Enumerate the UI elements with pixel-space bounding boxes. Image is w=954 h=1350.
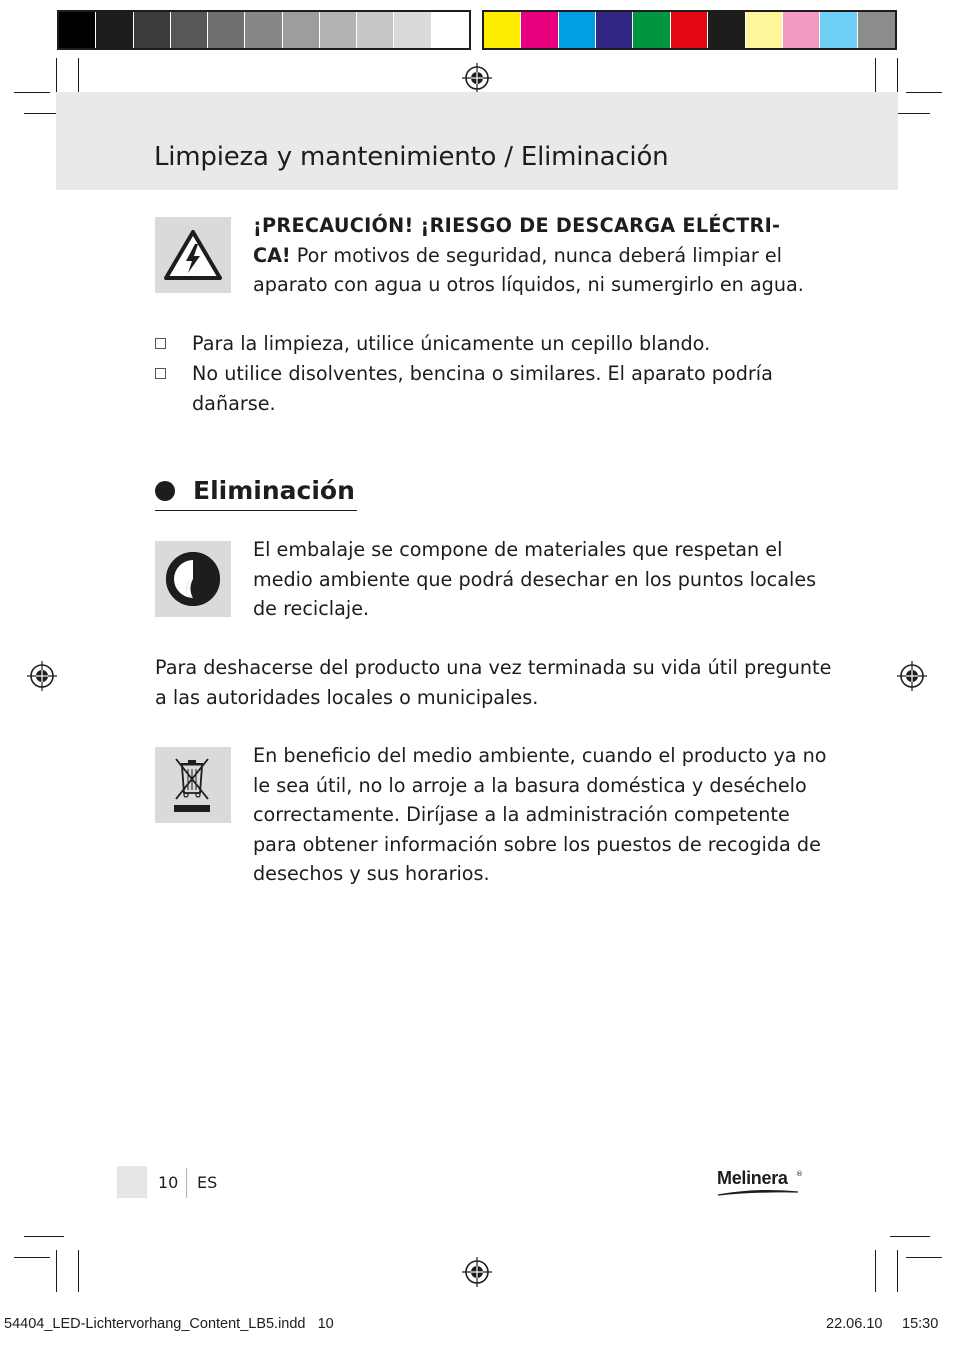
crop-mark xyxy=(906,1257,942,1258)
checkbox-bullet-icon xyxy=(155,338,166,349)
list-item xyxy=(155,329,795,359)
slug-filename: 54404_LED-Lichtervorhang_Content_LB5.indd 10 xyxy=(4,1316,334,1332)
text-line: desechos y sus horarios. xyxy=(253,862,490,885)
color-swatch xyxy=(820,12,857,48)
registration-mark-icon xyxy=(26,660,58,692)
checkbox-bullet-icon xyxy=(155,368,166,379)
crop-mark xyxy=(56,1250,57,1292)
text-line: a las autoridades locales o municipales. xyxy=(155,685,539,709)
language-code: ES xyxy=(197,1173,218,1192)
text-line: de reciclaje. xyxy=(253,597,370,620)
footer-tab-box xyxy=(117,1166,147,1198)
color-swatch xyxy=(783,12,820,48)
warning-heading: ¡PRECAUCIÓN! ¡RIESGO DE DESCARGA ELÉCTRI- xyxy=(253,214,781,237)
page-title: Limpieza y mantenimiento / Eliminación xyxy=(154,142,669,172)
registered-mark: ® xyxy=(796,1170,803,1178)
color-swatch xyxy=(134,12,171,48)
color-swatch xyxy=(521,12,558,48)
text-line: le sea útil, no lo arroje a la basura doméstica y deséchelo xyxy=(253,773,807,797)
list-item-text: Para la limpieza, utilice únicamente un cepillo blando. xyxy=(192,332,711,355)
crop-mark xyxy=(24,1236,64,1237)
crop-mark xyxy=(906,92,942,93)
text-line: Para deshacerse del producto una vez terminada su vida útil pregunte xyxy=(155,656,832,679)
crop-mark xyxy=(78,1250,79,1292)
header-band xyxy=(56,92,898,190)
color-swatch xyxy=(171,12,208,48)
brand-logo: Melinera xyxy=(717,1168,788,1188)
crop-mark xyxy=(14,1257,50,1258)
color-swatch xyxy=(208,12,245,48)
color-swatch xyxy=(245,12,282,48)
color-swatch xyxy=(357,12,394,48)
crop-mark xyxy=(890,1236,930,1237)
disposal-paragraph xyxy=(155,653,832,712)
color-swatch xyxy=(283,12,320,48)
electric-hazard-icon xyxy=(161,227,225,283)
slug-time: 15:30 xyxy=(902,1316,939,1332)
registration-mark-icon xyxy=(461,1256,493,1288)
text-line: correctamente. Diríjase a la administración competente xyxy=(253,803,790,826)
color-swatch xyxy=(559,12,596,48)
color-swatch xyxy=(671,12,708,48)
bullet-dot-icon xyxy=(155,481,175,501)
registration-mark-icon xyxy=(461,62,493,94)
process-color-bar xyxy=(482,10,897,50)
color-swatch xyxy=(59,12,96,48)
color-swatch xyxy=(320,12,357,48)
color-swatch xyxy=(858,12,895,48)
slug-date: 22.06.10 xyxy=(826,1316,883,1332)
list-item-line: No utilice disolventes, bencina o similares. El aparato podría xyxy=(192,362,773,385)
warning-line: CA! Por motivos de seguridad, nunca deberá limpiar el xyxy=(253,243,782,267)
weee-text xyxy=(253,741,827,889)
packaging-text xyxy=(253,535,817,624)
footer-divider xyxy=(186,1168,187,1198)
text-line: El embalaje se compone de materiales que respetan el xyxy=(253,538,783,561)
color-swatch xyxy=(394,12,431,48)
section-heading xyxy=(155,471,357,511)
grayscale-color-bar xyxy=(57,10,471,50)
color-swatch xyxy=(746,12,783,48)
weee-icon-box xyxy=(155,747,231,823)
brand-swoosh-icon xyxy=(717,1189,799,1197)
crop-mark xyxy=(14,92,50,93)
recycling-icon-box xyxy=(155,541,231,617)
color-swatch xyxy=(96,12,133,48)
color-swatch xyxy=(708,12,745,48)
page-number: 10 xyxy=(158,1173,179,1192)
color-swatch xyxy=(596,12,633,48)
list-item xyxy=(155,359,795,419)
text-line: En beneficio del medio ambiente, cuando el producto ya no xyxy=(253,744,827,767)
color-swatch xyxy=(432,12,469,48)
warning-icon-box xyxy=(155,217,231,293)
list-item-line: dañarse. xyxy=(192,391,276,415)
warning-text xyxy=(253,211,813,300)
list-item-text xyxy=(192,359,792,418)
crop-mark xyxy=(897,1250,898,1292)
section-heading-text: Eliminación xyxy=(193,476,355,505)
text-line: para obtener información sobre los puestos de recogida de xyxy=(253,832,821,856)
registration-mark-icon xyxy=(896,660,928,692)
green-dot-recycling-icon xyxy=(164,550,222,608)
crossed-bin-icon xyxy=(169,753,217,817)
color-swatch xyxy=(484,12,521,48)
text-line: medio ambiente que podrá desechar en los puntos locales xyxy=(253,567,817,591)
crop-mark xyxy=(875,1250,876,1292)
warning-line: aparato con agua u otros líquidos, ni sumergirlo en agua. xyxy=(253,273,804,296)
color-swatch xyxy=(633,12,670,48)
